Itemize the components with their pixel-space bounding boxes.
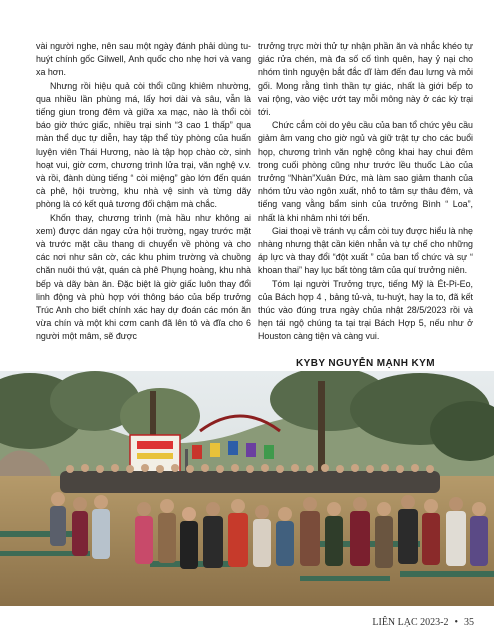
- paragraph: Nhưng rồi hiệu quả còi thổi cũng khiêm nhường, qua nhiều lần phùng má, lấy hơi dài và sâu, vẫn là tiếng giun trong đêm và giữa xa mạc, nào là thổi còi báo giờ thức giấc, nhiều trại sinh “3 cao 1 thấp” qua màn thể dục tự diễn, hay tập thể tùy phòng của huấn luyện viên Thái Hương, nào là tập họp chào cờ, sinh hoạt vui, giờ cơm, chương trình lửa trại, văn nghệ v.v. và rồi, đành dùng tiếng “ còi miệng” gào lớn đến quán cà phê, hội trường, khu nhà vệ sinh và từng dãy phòng là có kết quả tương đối chậm mà chắc.: [36, 80, 251, 210]
- paragraph: Tóm lại người Trưởng trực, tiếng Mỹ là Ét-Pi-Eo, của Bách hợp 4 , bảng tủ-và, tu-huýt, hay la to, đã kết thúc vào đúng trưa ngày chủa nhật 28/5/2023 rồi và hẹn tái ngộ chúng ta tại trại Bách Hợp 5, nếu như ở Houston càng tiện và càng vui.: [258, 278, 473, 342]
- footer-bullet: •: [454, 617, 458, 628]
- page-number: 35: [464, 617, 474, 628]
- camp-group-photo: [0, 371, 494, 606]
- paragraph: Khốn thay, chương trình (mà hầu như không ai xem) được dán ngay cửa hội trường, ngay trước mặt và trước mặt cầu thang di chuyển về phòng và cho các nơi như sân cờ, các khu phim trường và chuồng chăn nuôi thú vật, quán cà phê Phụng hoàng, khu nhà bếp và dãy bàn ăn. Đặc biệt là giờ giấc luôn thay đổi linh động và phù hợp với thông báo của bếp trưởng Trúc Anh cho biết chính xác hay dự đoán các món ăn vừa chín và một khi cơm canh đã lên tô và đĩa cho 6 người một mâm, sẽ được: [36, 212, 251, 342]
- page-footer: [372, 617, 474, 628]
- article-left-column: [36, 40, 251, 344]
- paragraph: trưởng trực mời thử tự nhận phần ăn và nhắc khéo tự giác rửa chén, mà đa số cố tình quên, hay ỷ nại cho nhóm tình nguyện bắt đắc dĩ làm đến đau lưng và mỏi gối. Mong rằng tình thần tự giác, nhất là giới bếp to vai rộng, vào việc ướt tay mỗi mông này ở các kỳ trại tới.: [258, 41, 473, 118]
- paragraph: Giai thoại về tránh vụ cắm còi tuy được hiểu là nhẹ nhàng nhưng thật cần kiên nhẫn và tự chế cho những áp lực và thay đổi “đột xuất ” của ban tổ chức và sự “ khoan thai” hay lục bất tòng tâm của quí trưởng niên.: [258, 225, 473, 276]
- paragraph: vài người nghe, nên sau một ngày đánh phải dùng tu-huýt chính gốc Gilwell, Anh quốc cho nhẹ hơi và vang xa hơn.: [36, 41, 251, 78]
- paragraph: Chức cắm còi do yêu cầu của ban tổ chức yêu cầu giảm âm vang cho giờ ngủ và giữ trật tự cho các buổi họp, chương trình văn nghệ công khai hay chui đêm trong cuối phòng cũng như trước lều thuốc Lào của trưởng “Nhàn”Xuân Đức, mà làm sao giảm thanh của nhóm tửu vào ngôn xuất, nhỏ to tâm sự thâu đêm, và tiếng vang vằng bẩm sinh của trưởng Bình “ Loa”, nhất là khi nhâm nhi tới bến.: [258, 120, 473, 223]
- publication-name: LIÊN LẠC 2023-2: [372, 617, 449, 628]
- article-right-column: [258, 40, 473, 344]
- author-byline: KYBY NGUYỄN MẠNH KYM: [296, 358, 435, 369]
- camp-photo-illustration: [0, 371, 494, 606]
